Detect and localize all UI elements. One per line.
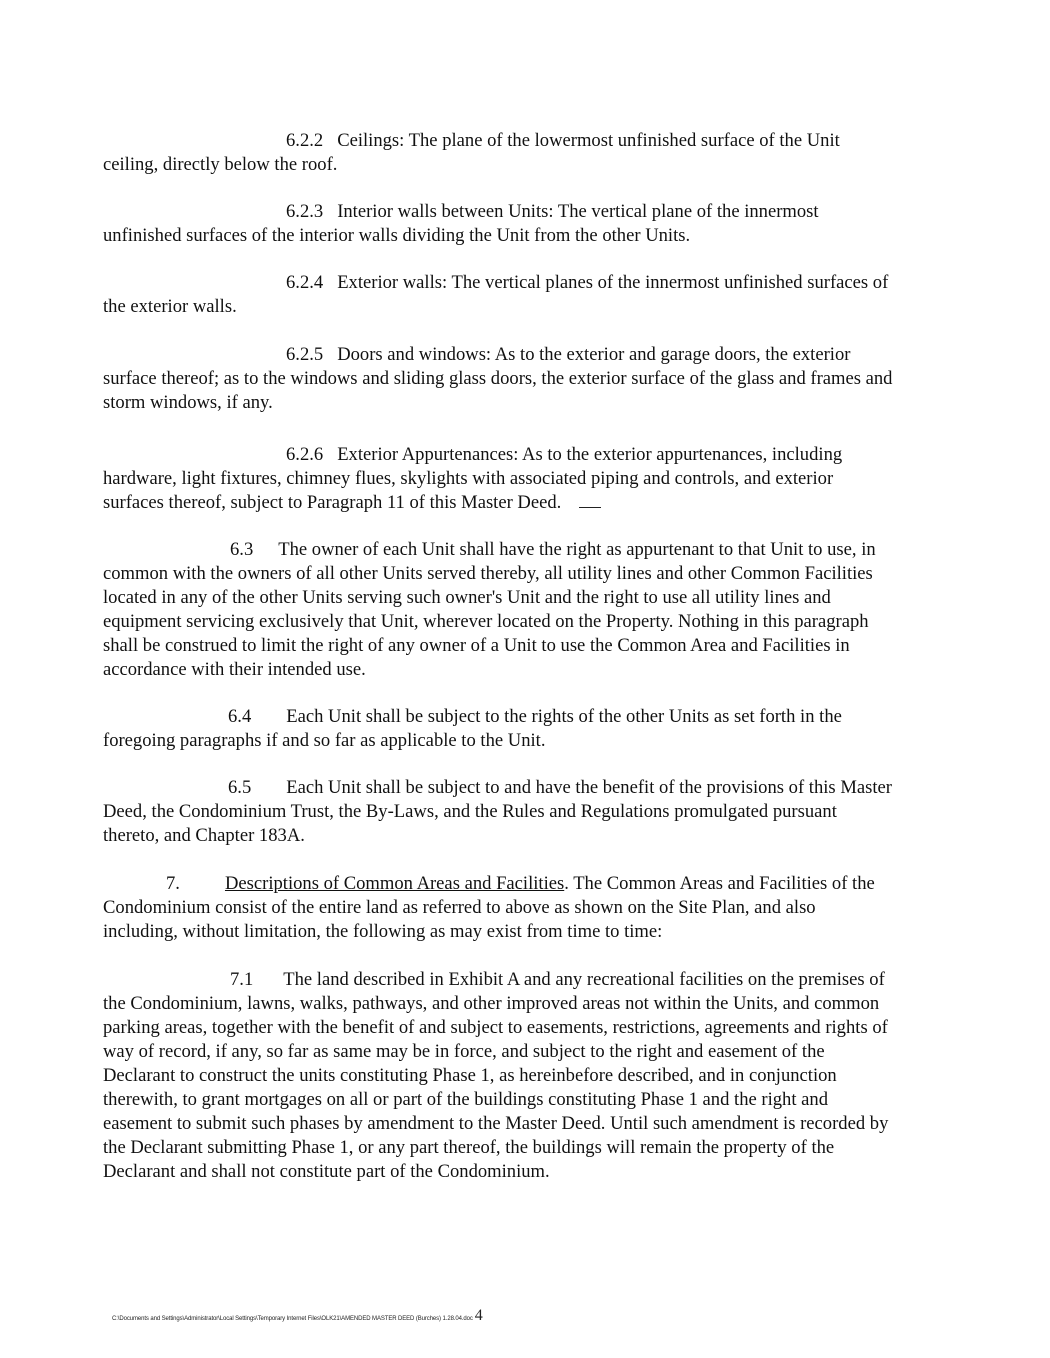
section-number: 6.2.5 — [286, 344, 324, 365]
section-text: Each Unit shall be subject to and have the benefit of the provisions of this Master Deed, the Condominium Trust, the By-Laws, and the Rules and Regulations promulgated pursuant thereto, and Chapter 183A. — [103, 777, 892, 846]
section-text: Interior walls between Units: The vertical plane of the innermost unfinished surfaces of the interior walls dividing the Unit from the other Units. — [103, 201, 819, 246]
section-number: 6.3 — [230, 539, 254, 560]
section-6-5 — [103, 776, 893, 848]
section-text: Ceilings: The plane of the lowermost unfinished surface of the Unit ceiling, directly below the roof. — [103, 130, 840, 175]
page-number: 4 — [474, 1307, 483, 1324]
section-6-2-2 — [103, 129, 893, 177]
section-text: Doors and windows: As to the exterior and garage doors, the exterior surface thereof; as to the windows and sliding glass doors, the exterior surface of the glass and frames and storm windows, if any. — [103, 344, 893, 413]
section-number: 6.2.6 — [286, 444, 324, 465]
section-text: Exterior walls: The vertical planes of the innermost unfinished surfaces of the exterior walls. — [103, 272, 889, 317]
section-number: 7.1 — [230, 969, 254, 990]
section-text: The land described in Exhibit A and any recreational facilities on the premises of the Condominium, lawns, walks, pathways, and other improved areas not within the Units, and common parking areas, together with the benefit of and subject to easements, restrictions, agreements and rights of way of record, if any, so far as same may be in force, and subject to the right and easement of the Declarant to construct the units constituting Phase 1, as hereinbefore described, and in conjunction therewith, to grant mortgages on all or part of the buildings constituting Phase 1 and the right and easement to submit such phases by amendment to the Master Deed. Until such amendment is recorded by the Declarant submitting Phase 1, or any part thereof, the buildings will remain the property of the Declarant and shall not constitute part of the Condominium. — [103, 969, 889, 1182]
section-number: 6.4 — [228, 706, 252, 727]
section-6-4 — [103, 705, 893, 753]
section-7-1 — [103, 968, 893, 1184]
section-text: . The Common Areas and Facilities of the Condominium consist of the entire land as referred to above as shown on the Site Plan, and also including, without limitation, the following as may exist from time to time: — [103, 873, 875, 942]
document-footer — [112, 1307, 483, 1325]
section-number: 6.2.2 — [286, 130, 324, 151]
section-6-2-6 — [103, 443, 893, 515]
section-text: The owner of each Unit shall have the right as appurtenant to that Unit to use, in common with the owners of all other Units served thereby, all utility lines and other Common Facilities located in any of the other Units serving such owner's Unit and the right to use all utility lines and equipment servicing exclusively that Unit, wherever located on the Property. Nothing in this paragraph shall be construed to limit the right of any owner of a Unit to use the Common Area and Facilities in accordance with their intended use. — [103, 539, 876, 680]
section-number: 6.2.3 — [286, 201, 324, 222]
section-number: 6.2.4 — [286, 272, 324, 293]
section-text: Each Unit shall be subject to the rights of the other Units as set forth in the foregoing paragraphs if and so far as applicable to the Unit. — [103, 706, 842, 751]
footer-file-path: C:\Documents and Settings\Administrator\Local Settings\Temporary Internet Files\OLK21\AMENDED MASTER DEED (Burches) 1.28.04.doc — [112, 1316, 473, 1322]
section-number: 6.5 — [228, 777, 252, 798]
section-heading: Descriptions of Common Areas and Facilities — [224, 873, 565, 894]
section-6-2-4 — [103, 271, 893, 319]
section-7 — [103, 872, 893, 944]
section-text: Exterior Appurtenances: As to the exterior appurtenances, including hardware, light fixtures, chimney flues, skylights with associated piping and controls, and exterior surfaces thereof, subject to Paragraph 11 of this Master Deed. — [103, 444, 843, 513]
signature-blank — [579, 493, 601, 508]
section-6-2-3 — [103, 200, 893, 248]
section-number: 7. — [166, 873, 180, 894]
section-6-2-5 — [103, 343, 893, 415]
section-6-3 — [103, 538, 893, 682]
